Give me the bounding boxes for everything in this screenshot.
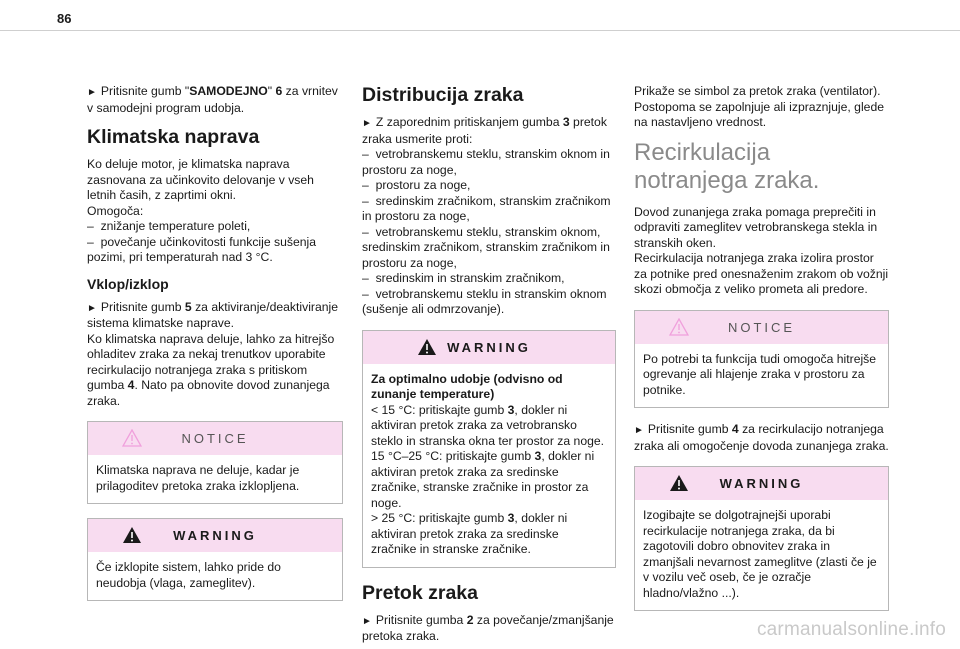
- ventilator-para: Prikaže se simbol za pretok zraka (ventilator). Postopoma se zapolnjuje ali izpraznjuje, glede na nastavljeno vrednost.: [634, 84, 884, 129]
- warning-text: Če izklopite sistem, lahko pride do neudobja (vlaga, zameglitev).: [96, 560, 281, 590]
- vklop-instruction: ► Pritisnite gumb 5 za aktiviranje/deaktiviranje sistema klimatske naprave.: [87, 299, 339, 330]
- column-2: [362, 84, 616, 645]
- right-arrow-icon: ►: [87, 302, 97, 314]
- list-item: – prostoru za noge,: [362, 178, 616, 194]
- distribucija-instruction: ► Z zaporednim pritiskanjem gumba 3 pretok zraka usmerite proti:: [362, 115, 607, 146]
- warning-header: [88, 519, 342, 552]
- top-rule: [0, 30, 960, 31]
- warning-line-2: 15 °C–25 °C: pritiskajte gumb 3, dokler ni aktiviran pretok zraka za sredinske zračnike, stranske zračnike in prostor za noge.: [371, 449, 595, 510]
- watermark: carmanualsonline.info: [756, 619, 946, 640]
- warning-title: WARNING: [447, 339, 531, 355]
- section-title-klimatska: Klimatska naprava: [87, 126, 260, 148]
- subsection-title-vklop: Vklop/izklop: [87, 275, 169, 292]
- warning-line-1: < 15 °C: pritiskajte gumb 3, dokler ni aktiviran pretok zraka za vetrobransko steklo in stranska okna ter prostor za noge.: [371, 402, 605, 448]
- warning-heading: Za optimalno udobje (odvisno od zunanje temperature): [371, 371, 563, 401]
- notice-box: [87, 421, 343, 504]
- pretok-instruction: ► Pritisnite gumba 2 za povečanje/zmanjšanje pretoka zraka.: [362, 612, 614, 643]
- right-arrow-icon: ►: [362, 615, 372, 627]
- list-item: – sredinskim zračnikom, stranskim zračnikom in prostoru za noge,: [362, 194, 616, 225]
- right-arrow-icon: ►: [362, 118, 372, 129]
- warning-box: [634, 466, 889, 611]
- warning-title: WARNING: [719, 476, 804, 491]
- page-number: 86: [57, 11, 72, 26]
- warning-triangle-icon: [122, 526, 142, 544]
- warning-box: [362, 330, 616, 568]
- notice-header: [635, 311, 888, 344]
- list-item: – znižanje temperature poleti,: [87, 219, 343, 235]
- notice-triangle-icon: [122, 429, 142, 447]
- column-3: [634, 84, 889, 625]
- list-item: – vetrobranskemu steklu, stranskim oknom, sredinskim zračnikom, stranskim zračnikom in prostoru za noge,: [362, 225, 616, 272]
- notice-header: [88, 422, 342, 455]
- klimatska-para1: Ko deluje motor, je klimatska naprava zasnovana za učinkovito delovanje v vseh letnih časih, z zaprtimi okni.: [87, 157, 314, 202]
- notice-text: Klimatska naprava ne deluje, kadar je prilagoditev pretoka zraka izklopljena.: [96, 463, 300, 493]
- warning-triangle-icon: [669, 474, 689, 492]
- warning-header: [363, 331, 615, 364]
- warning-box: [87, 518, 343, 601]
- notice-text: Po potrebi ta funkcija tudi omogoča hitrejše ogrevanje ali hlajenje zraka v prostoru za potnike.: [643, 351, 877, 397]
- warning-line-3: > 25 °C: pritiskajte gumb 3, dokler ni aktiviran pretok zraka za sredinske zračnike in stranske zračnike.: [371, 511, 568, 556]
- right-arrow-icon: ►: [634, 425, 644, 436]
- notice-triangle-icon: [669, 318, 689, 336]
- warning-title: WARNING: [173, 528, 257, 543]
- section-title-distribucija: Distribucija zraka: [362, 84, 524, 106]
- distribucija-list: [362, 147, 616, 318]
- recirkulacija-para1: Dovod zunanjega zraka pomaga preprečiti in odpraviti zameglitev vetrobranskega stekla in stranskih oken.: [634, 204, 878, 250]
- section-title-pretok: Pretok zraka: [362, 581, 478, 604]
- notice-box: [634, 310, 889, 409]
- klimatska-para2: Omogoča:: [87, 203, 144, 218]
- warning-text: Izogibajte se dolgotrajnejši uporabi recirkulacije notranjega zraka, da bi zagotovili dobro obnovitev zraka in zmanjšali nevarnost zameglitve (zlasti če je v vozilu več oseb, če je ozračje hladno/vlažno ...).: [643, 508, 877, 600]
- recirkulacija-instruction: ► Pritisnite gumb 4 za recirkulacijo notranjega zraka ali omogočenje dovoda zunanjega zraka.: [634, 422, 889, 453]
- list-item: – vetrobranskemu steklu, stranskim oknom in prostoru za noge,: [362, 147, 616, 178]
- notice-title: NOTICE: [181, 431, 249, 446]
- warning-triangle-icon: [417, 338, 437, 356]
- list-item: – sredinskim in stranskim zračnikom,: [362, 271, 616, 287]
- recirkulacija-para2: Recirkulacija notranjega zraka izolira prostor za potnike pred onesnaženim zrakom ob vožnji skozi območja z veliko prometa ali predore.: [634, 251, 889, 296]
- right-arrow-icon: ►: [87, 87, 97, 98]
- list-item: – povečanje učinkovitosti funkcije sušenja pozimi, pri temperaturah nad 3 °C.: [87, 235, 343, 266]
- vklop-para: Ko klimatska naprava deluje, lahko za hitrejšo ohladitev zraka za nekaj trenutkov uporabite recirkulacijo notranjega zraka s pritiskom gumba 4. Nato pa obnovite dovod zunanjega zraka.: [87, 331, 335, 408]
- column-1: [87, 84, 343, 615]
- notice-title: NOTICE: [727, 319, 796, 335]
- section-title-recirkulacija: Recirkulacija notranjega zraka.: [634, 138, 820, 194]
- intro-instruction: ► Pritisnite gumb "SAMODEJNO" 6 za vrnitev v samodejni program udobja.: [87, 84, 338, 115]
- warning-header: [635, 467, 888, 500]
- klimatska-list: [87, 219, 343, 266]
- list-item: – vetrobranskemu steklu in stranskim oknom (sušenje ali odmrzovanje).: [362, 287, 616, 318]
